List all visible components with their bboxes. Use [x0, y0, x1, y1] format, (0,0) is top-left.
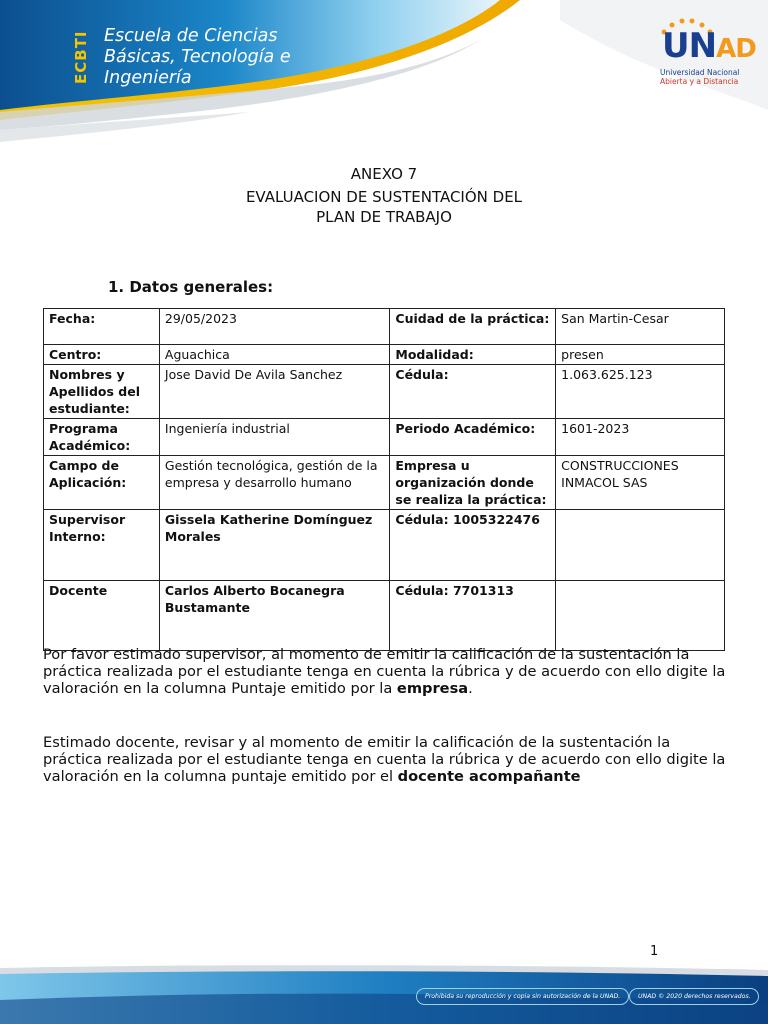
school-name-line: Básicas, Tecnología e [104, 47, 291, 67]
modalidad-value: presen [556, 345, 725, 365]
school-name-line: Escuela de Ciencias [104, 26, 278, 46]
logo-wordmark [662, 26, 756, 66]
programa-value: Ingeniería industrial [159, 419, 389, 456]
fecha-value: 29/05/2023 [159, 309, 389, 345]
school-name-line: Ingeniería [104, 68, 192, 88]
paragraph-emphasis: empresa [396, 680, 469, 697]
paragraph-text: Estimado docente, revisar y al momento de emitir la calificación de la sustentación la práctica realizada por el estudiante tenga en cuenta la rúbrica y de acuerdo con ello digite la valoración en la columna puntaje emitido por el [43, 734, 726, 785]
empresa-value: CONSTRUCCIONES INMACOL SAS [556, 456, 725, 510]
section-heading: 1. Datos generales: [108, 278, 274, 296]
footer-copy-notice: Prohibida su reproducción y copia sin autorización de la UNAD. [416, 988, 629, 1005]
cedula-value: 1.063.625.123 [556, 365, 725, 419]
page-number: 1 [650, 944, 659, 959]
table-row [44, 419, 725, 456]
programa-label: Programa Académico: [44, 419, 160, 456]
periodo-value: 1601-2023 [556, 419, 725, 456]
supervisor-cedula: Cédula: 1005322476 [390, 510, 556, 581]
ecbti-acronym: ECBTI [72, 30, 90, 84]
cedula-label: Cédula: [390, 365, 556, 419]
header-banner [0, 0, 768, 150]
docente-cedula-empty [556, 581, 725, 651]
table-row [44, 309, 725, 345]
centro-label: Centro: [44, 345, 160, 365]
table-row [44, 365, 725, 419]
paragraph-end: . [468, 680, 473, 697]
general-data-table [43, 308, 725, 651]
supervisor-label: Supervisor Interno: [44, 510, 160, 581]
periodo-label: Periodo Académico: [390, 419, 556, 456]
docente-cedula: Cédula: 7701313 [390, 581, 556, 651]
nombres-label: Nombres y Apellidos del estudiante: [44, 365, 160, 419]
logo-subtitle [660, 68, 739, 86]
empresa-label: Empresa u organización donde se realiza la práctica: [390, 456, 556, 510]
title-annex: ANEXO 7 [350, 165, 418, 183]
ciudad-value: San Martin-Cesar [556, 309, 725, 345]
campo-value: Gestión tecnológica, gestión de la empresa y desarrollo humano [159, 456, 389, 510]
title-line2: EVALUACION DE SUSTENTACIÓN DEL [245, 188, 523, 206]
paragraph-emphasis: docente acompañante [397, 768, 581, 785]
logo-letter-n: N [688, 26, 717, 66]
ciudad-label: Cuidad de la práctica: [390, 309, 556, 345]
table-row [44, 510, 725, 581]
school-name [104, 26, 291, 89]
footer-rights: UNAD © 2020 derechos reservados. [629, 988, 759, 1005]
table-row [44, 345, 725, 365]
campo-label: Campo de Aplicación: [44, 456, 160, 510]
footer-banner [0, 960, 768, 1024]
logo-subtitle-line2: Abierta y a Distancia [660, 77, 739, 86]
unad-logo [640, 16, 760, 88]
table-row [44, 456, 725, 510]
centro-value: Aguachica [159, 345, 389, 365]
paragraph-text: Por favor estimado supervisor, al momento de emitir la calificación de la sustentación la práctica realizada por el estudiante tenga en cuenta la rúbrica y de acuerdo con ello digite la valoración en la columna Puntaje emitido por la [43, 646, 726, 697]
supervisor-value: Gissela Katherine Domínguez Morales [159, 510, 389, 581]
document-title [0, 164, 768, 227]
teacher-instructions [43, 734, 733, 785]
title-line3: PLAN DE TRABAJO [316, 208, 452, 226]
fecha-label: Fecha: [44, 309, 160, 345]
logo-letters-ad: AD [716, 34, 756, 64]
modalidad-label: Modalidad: [390, 345, 556, 365]
logo-letter-u: U [662, 26, 689, 66]
supervisor-cedula-empty [556, 510, 725, 581]
docente-value: Carlos Alberto Bocanegra Bustamante [159, 581, 389, 651]
nombres-value: Jose David De Avila Sanchez [159, 365, 389, 419]
supervisor-instructions [43, 646, 733, 697]
logo-subtitle-line1: Universidad Nacional [660, 68, 740, 77]
table-row [44, 581, 725, 651]
docente-label: Docente [44, 581, 160, 651]
